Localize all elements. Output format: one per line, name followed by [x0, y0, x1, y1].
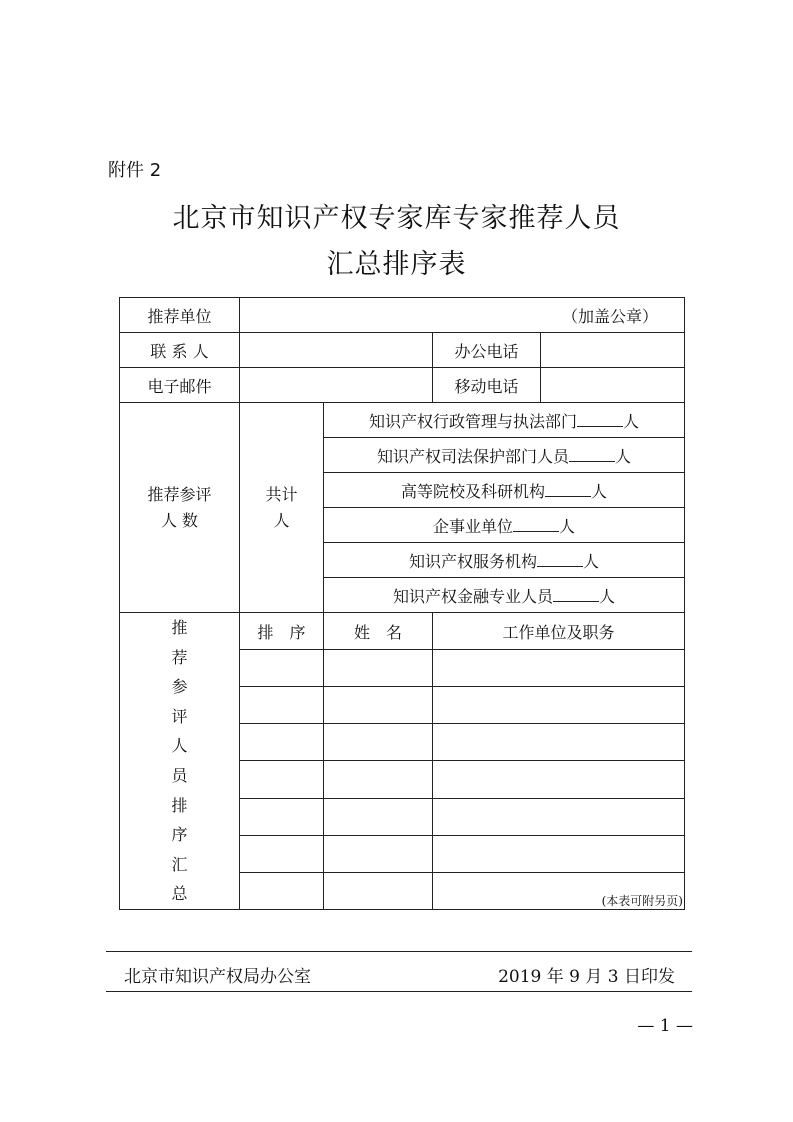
- attachment-label: 附件 2: [108, 160, 162, 181]
- name-cell[interactable]: [324, 798, 433, 835]
- ranking-label-char: 序: [171, 825, 188, 845]
- issuing-office: 北京市知识产权局办公室: [124, 967, 311, 987]
- name-cell[interactable]: [324, 835, 433, 872]
- recommendation-summary-table: [119, 297, 685, 910]
- rank-cell[interactable]: [240, 835, 324, 872]
- name-cell[interactable]: [324, 872, 433, 909]
- category-label: 知识产权行政管理与执法部门: [368, 411, 577, 431]
- category-unit: 人: [615, 446, 632, 466]
- total-label: 共计: [265, 484, 298, 504]
- mobile-field[interactable]: [541, 368, 685, 403]
- ranking-label-char: 评: [171, 706, 188, 726]
- work-cell[interactable]: [433, 761, 685, 798]
- category-unit: 人: [583, 551, 600, 571]
- contact-label: 联 系 人: [120, 333, 240, 368]
- document-subtitle: 汇总排序表: [326, 249, 467, 280]
- seal-note: （加盖公章）: [562, 306, 659, 326]
- rank-cell[interactable]: [240, 687, 324, 724]
- office-phone-label: 办公电话: [433, 333, 541, 368]
- count-blank[interactable]: [545, 481, 591, 497]
- category-unit: 人: [599, 586, 616, 606]
- rank-cell[interactable]: [240, 872, 324, 909]
- count-label-line1: 推荐参评: [147, 484, 212, 504]
- category-label: 企事业单位: [432, 516, 513, 536]
- count-blank[interactable]: [513, 516, 559, 532]
- total-count-cell[interactable]: [240, 403, 324, 613]
- ranking-label-char: 员: [171, 765, 188, 785]
- category-row[interactable]: [324, 403, 685, 438]
- col-work-header: 工作单位及职务: [433, 613, 685, 650]
- name-cell[interactable]: [324, 724, 433, 761]
- ranking-label-char: 总: [171, 884, 188, 904]
- name-cell[interactable]: [324, 650, 433, 687]
- table-row: [120, 368, 685, 403]
- total-unit: 人: [273, 510, 290, 530]
- category-label: 高等院校及科研机构: [400, 481, 545, 501]
- count-blank[interactable]: [569, 446, 615, 462]
- category-row[interactable]: [324, 508, 685, 543]
- issue-date: 2019 年 9 月 3 日印发: [498, 967, 675, 987]
- document-title: 北京市知识产权专家库专家推荐人员: [172, 203, 621, 234]
- ranking-label-char: 人: [171, 736, 188, 756]
- ranking-label-char: 荐: [171, 647, 188, 667]
- category-unit: 人: [559, 516, 576, 536]
- mobile-label: 移动电话: [433, 368, 541, 403]
- ranking-label-char: 汇: [171, 854, 188, 874]
- work-cell[interactable]: [433, 724, 685, 761]
- name-cell[interactable]: [324, 687, 433, 724]
- footer-top-divider: [106, 951, 692, 952]
- email-field[interactable]: [240, 368, 433, 403]
- count-blank[interactable]: [553, 586, 599, 602]
- footer-bottom-divider: [106, 991, 692, 992]
- work-cell[interactable]: [433, 687, 685, 724]
- rank-cell[interactable]: [240, 724, 324, 761]
- count-blank[interactable]: [577, 411, 623, 427]
- work-cell[interactable]: [433, 835, 685, 872]
- office-phone-field[interactable]: [541, 333, 685, 368]
- recommending-unit-label: 推荐单位: [120, 298, 240, 333]
- rank-cell[interactable]: [240, 650, 324, 687]
- category-unit: 人: [591, 481, 608, 501]
- seal-note-cell[interactable]: [240, 298, 685, 333]
- ranking-label-char: 排: [171, 795, 188, 815]
- category-label: 知识产权司法保护部门人员: [376, 446, 569, 466]
- table-row: [120, 613, 685, 650]
- category-row[interactable]: [324, 438, 685, 473]
- ranking-label-char: 推: [171, 618, 188, 637]
- count-label-line2: 人 数: [160, 510, 199, 530]
- rank-cell[interactable]: [240, 761, 324, 798]
- category-row[interactable]: [324, 473, 685, 508]
- email-label: 电子邮件: [120, 368, 240, 403]
- col-name-header: 姓 名: [324, 613, 433, 650]
- ranking-summary-label: [120, 613, 240, 910]
- table-row: [120, 403, 685, 438]
- category-row[interactable]: [324, 543, 685, 578]
- ranking-label-char: 参: [171, 677, 188, 697]
- category-label: 知识产权金融专业人员: [392, 586, 553, 606]
- table-row: [120, 333, 685, 368]
- page-number: — 1 —: [637, 1016, 693, 1036]
- count-blank[interactable]: [537, 551, 583, 567]
- table-row: [120, 298, 685, 333]
- category-unit: 人: [623, 411, 640, 431]
- col-rank-header: 排 序: [240, 613, 324, 650]
- category-row[interactable]: [324, 578, 685, 613]
- work-cell[interactable]: [433, 798, 685, 835]
- name-cell[interactable]: [324, 761, 433, 798]
- work-cell[interactable]: [433, 650, 685, 687]
- count-label: [120, 403, 240, 613]
- contact-field[interactable]: [240, 333, 433, 368]
- attachment-note: (本表可附另页): [601, 894, 683, 908]
- rank-cell[interactable]: [240, 798, 324, 835]
- category-label: 知识产权服务机构: [408, 551, 537, 571]
